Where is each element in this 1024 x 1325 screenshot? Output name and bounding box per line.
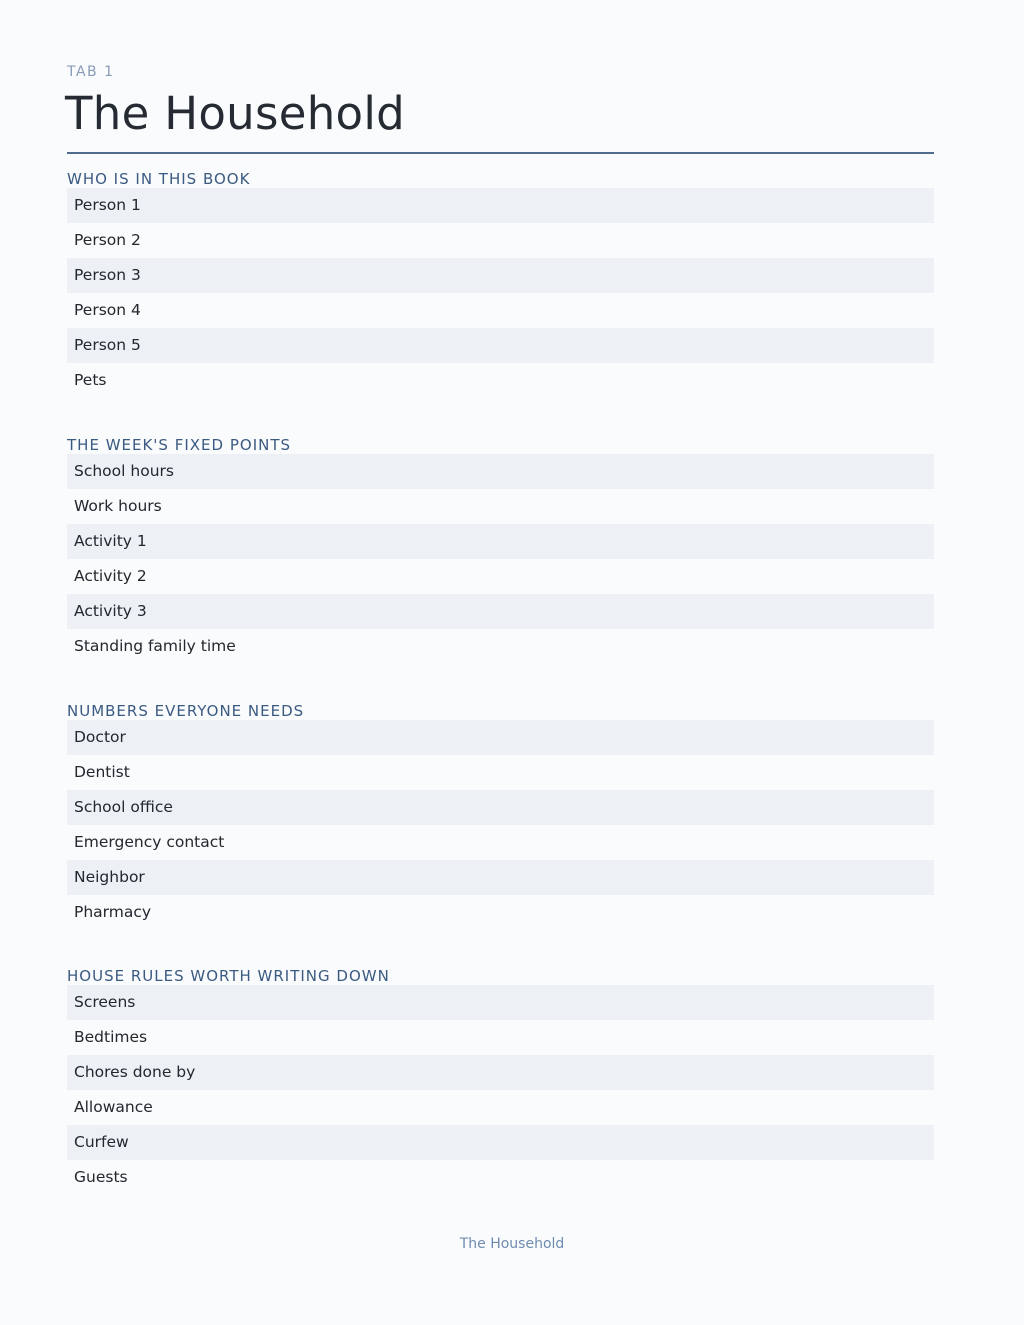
section-house-rules [67, 967, 934, 1195]
list-item[interactable]: Dentist [74, 763, 130, 781]
list-item[interactable]: Person 1 [67, 188, 934, 223]
list-item[interactable]: Screens [67, 985, 934, 1020]
page-footer: The Household [459, 1236, 565, 1252]
section-who-is-in-this-book [67, 170, 934, 398]
list-item[interactable]: Curfew [67, 1125, 934, 1160]
list-item[interactable]: Neighbor [67, 860, 934, 895]
list-item[interactable]: Person 3 [67, 258, 934, 293]
list-item[interactable]: Chores done by [67, 1055, 934, 1090]
list-item[interactable]: Emergency contact [74, 833, 225, 851]
section-heading: WHO IS IN THIS BOOK [67, 170, 251, 188]
section-heading: HOUSE RULES WORTH WRITING DOWN [67, 967, 390, 985]
title-divider [67, 152, 934, 154]
list-item[interactable]: School hours [67, 454, 934, 489]
section-rows [67, 985, 934, 1195]
list-item[interactable]: Doctor [67, 720, 934, 755]
page-title: The Household [65, 87, 406, 140]
list-item[interactable]: Activity 1 [67, 524, 934, 559]
list-item[interactable]: Person 5 [67, 328, 934, 363]
section-weeks-fixed-points [67, 436, 934, 664]
list-item[interactable]: Pharmacy [74, 903, 152, 921]
tab-label: TAB 1 [67, 64, 115, 80]
list-item[interactable]: Activity 2 [74, 567, 147, 585]
list-item[interactable]: Person 4 [74, 301, 141, 319]
section-rows [67, 454, 934, 664]
section-rows [67, 188, 934, 398]
section-heading: THE WEEK'S FIXED POINTS [67, 436, 292, 454]
list-item[interactable]: Allowance [74, 1098, 153, 1116]
list-item[interactable]: Standing family time [74, 637, 236, 655]
section-rows [67, 720, 934, 930]
list-item[interactable]: School office [67, 790, 934, 825]
list-item[interactable]: Person 2 [74, 231, 141, 249]
list-item[interactable]: Guests [74, 1168, 128, 1186]
list-item[interactable]: Bedtimes [74, 1028, 148, 1046]
section-heading: NUMBERS EVERYONE NEEDS [67, 702, 305, 720]
list-item[interactable]: Pets [74, 371, 107, 389]
list-item[interactable]: Activity 3 [67, 594, 934, 629]
list-item[interactable]: Work hours [74, 497, 162, 515]
section-numbers-everyone-needs [67, 702, 934, 930]
